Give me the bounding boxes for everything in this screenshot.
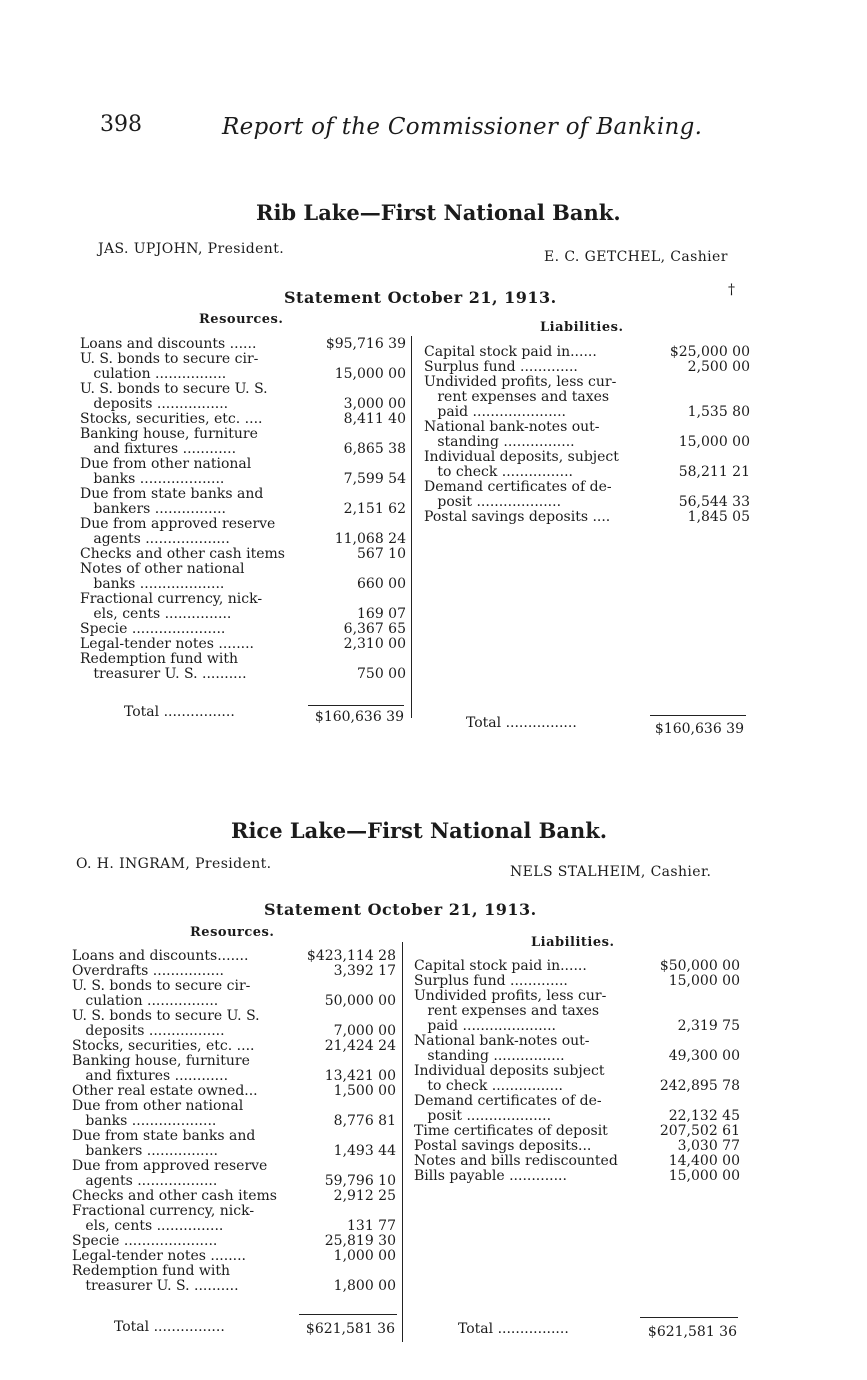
row-label-line: paid ..................... — [424, 404, 567, 420]
row-label-line: Redemption fund with — [80, 652, 239, 667]
row-amount: 660 00 — [357, 576, 406, 592]
row-amount: 1,493 44 — [333, 1143, 396, 1159]
row-label-line: U. S. bonds to secure cir- — [80, 352, 259, 367]
statement-row — [72, 1129, 400, 1159]
row-amount: $25,000 00 — [669, 344, 750, 360]
statement-row — [72, 979, 400, 1009]
row-label — [414, 1064, 648, 1094]
row-amount: 8,411 40 — [343, 411, 406, 427]
statement-row — [72, 1204, 400, 1234]
row-label-line: paid ..................... — [414, 1018, 557, 1034]
row-amount: 14,400 00 — [668, 1153, 740, 1169]
row-label-line: Due from state banks and — [80, 487, 264, 502]
row-amount: 6,367 65 — [343, 621, 406, 637]
statement-row — [414, 959, 744, 974]
row-amount: 3,000 00 — [343, 396, 406, 412]
statement-row — [72, 1159, 400, 1189]
resources-total-rule — [308, 705, 404, 706]
liabilities-total-amount: $621,581 36 — [647, 1324, 737, 1340]
bank-title: Rib Lake—First National Bank. — [256, 200, 621, 225]
row-label-line: National bank-notes out- — [424, 420, 600, 435]
row-label — [414, 1094, 648, 1124]
row-label-line: Specie ..................... — [72, 1234, 218, 1249]
row-label-line: Loans and discounts....... — [72, 949, 249, 964]
row-label-line: Due from approved reserve — [72, 1159, 268, 1174]
row-label — [414, 1169, 648, 1184]
statement-row — [414, 1169, 744, 1184]
row-label-line: and fixtures ............ — [72, 1068, 229, 1084]
row-label-line: Banking house, furniture — [80, 427, 258, 442]
row-amount: 1,845 05 — [687, 509, 750, 525]
row-amount: 50,000 00 — [324, 993, 396, 1009]
row-label-line: U. S. bonds to secure cir- — [72, 979, 251, 994]
row-label-line: Surplus fund ............. — [414, 974, 568, 989]
row-label — [72, 1204, 304, 1234]
statement-row — [424, 345, 754, 360]
row-label-line: Undivided profits, less cur- — [424, 375, 617, 390]
row-label — [424, 450, 658, 480]
row-label — [424, 345, 658, 360]
row-label — [80, 487, 312, 517]
row-label-line: Capital stock paid in...... — [424, 345, 597, 360]
row-label — [414, 1139, 648, 1154]
row-label-line: Individual deposits subject — [414, 1064, 605, 1079]
row-label-line: agents .................. — [72, 1173, 218, 1189]
row-label — [80, 457, 312, 487]
row-label-line: agents ................... — [80, 531, 230, 547]
statement-row — [72, 1234, 400, 1249]
row-label — [414, 1034, 648, 1064]
row-label — [72, 1234, 304, 1249]
row-amount: 1,535 80 — [687, 404, 750, 420]
row-amount: 6,865 38 — [343, 441, 406, 457]
row-label — [424, 375, 658, 420]
statement-row — [424, 480, 754, 510]
statement-row — [80, 562, 410, 592]
resources-total-label: Total ................ — [114, 1319, 225, 1335]
statement-row — [72, 1084, 400, 1099]
row-label-line: deposits ................ — [80, 396, 229, 412]
row-label-line: Undivided profits, less cur- — [414, 989, 607, 1004]
row-label-line: standing ................ — [414, 1048, 565, 1064]
row-label-line: Specie ..................... — [80, 622, 226, 637]
statement-row — [424, 450, 754, 480]
row-label-line: Capital stock paid in...... — [414, 959, 587, 974]
running-head: Report of the Commissioner of Banking. — [222, 114, 703, 140]
statement-row — [72, 1009, 400, 1039]
row-amount: $95,716 39 — [325, 336, 406, 352]
statement-row — [80, 382, 410, 412]
liabilities-total-label: Total ................ — [458, 1321, 569, 1337]
row-label-line: to check ................ — [414, 1078, 563, 1094]
row-label-line: Other real estate owned... — [72, 1084, 258, 1099]
row-amount: 15,000 00 — [678, 434, 750, 450]
row-label-line: Banking house, furniture — [72, 1054, 250, 1069]
resources-heading: Resources. — [199, 312, 284, 327]
row-label — [414, 959, 648, 974]
statement-row — [414, 1064, 744, 1094]
row-label — [424, 480, 658, 510]
row-label-line: deposits ................. — [72, 1023, 225, 1039]
statement-row — [414, 1139, 744, 1154]
row-label-line: treasurer U. S. .......... — [80, 666, 247, 682]
row-label-line: Due from approved reserve — [80, 517, 276, 532]
row-amount: 8,776 81 — [333, 1113, 396, 1129]
statement-row — [72, 1249, 400, 1264]
row-label — [80, 637, 312, 652]
row-label — [424, 510, 658, 525]
column-divider — [402, 942, 403, 1342]
row-label-line: U. S. bonds to secure U. S. — [72, 1009, 260, 1024]
row-amount: 15,000 00 — [668, 973, 740, 989]
row-amount: 3,030 77 — [677, 1138, 740, 1154]
row-amount: 169 07 — [357, 606, 406, 622]
row-amount: 2,310 00 — [343, 636, 406, 652]
row-label-line: culation ................ — [80, 366, 227, 382]
statement-row — [80, 487, 410, 517]
row-label — [72, 964, 304, 979]
row-label-line: Postal savings deposits... — [414, 1139, 592, 1154]
row-label-line: Checks and other cash items — [72, 1189, 277, 1204]
row-label — [80, 547, 312, 562]
row-label-line: Individual deposits, subject — [424, 450, 619, 465]
resources-total-amount: $621,581 36 — [305, 1321, 395, 1337]
row-label-line: Time certificates of deposit — [414, 1124, 608, 1139]
statement-row — [424, 510, 754, 525]
row-amount: 1,000 00 — [333, 1248, 396, 1264]
row-label-line: banks ................... — [80, 471, 225, 487]
row-label — [72, 1084, 304, 1099]
row-label — [80, 652, 312, 682]
row-label-line: Fractional currency, nick- — [72, 1204, 255, 1219]
row-label — [414, 1124, 648, 1139]
row-label-line: Due from other national — [72, 1099, 244, 1114]
statement-row — [80, 622, 410, 637]
statement-row — [80, 337, 410, 352]
row-amount: 59,796 10 — [324, 1173, 396, 1189]
row-label-line: Demand certificates of de- — [424, 480, 612, 495]
statement-row — [72, 1039, 400, 1054]
resources-total-label: Total ................ — [124, 704, 235, 720]
statement-row — [424, 420, 754, 450]
statement-row — [80, 517, 410, 547]
row-label-line: posit ................... — [424, 494, 562, 510]
row-label — [414, 989, 648, 1034]
resources-heading: Resources. — [190, 925, 275, 940]
statement-row — [414, 1034, 744, 1064]
statement-row — [72, 1099, 400, 1129]
row-label-line: els, cents ............... — [72, 1218, 224, 1234]
statement-row — [414, 1124, 744, 1139]
row-label-line: National bank-notes out- — [414, 1034, 590, 1049]
row-label — [72, 1129, 304, 1159]
row-label-line: posit ................... — [414, 1108, 552, 1124]
row-amount: 15,000 00 — [334, 366, 406, 382]
row-label-line: standing ................ — [424, 434, 575, 450]
row-label-line: Postal savings deposits .... — [424, 510, 611, 525]
row-amount: 1,500 00 — [333, 1083, 396, 1099]
row-label-line: and fixtures ............ — [80, 441, 237, 457]
statement-date: Statement October 21, 1913. — [264, 900, 537, 919]
row-label-line: Stocks, securities, etc. .... — [80, 412, 263, 427]
statement-row — [80, 652, 410, 682]
row-amount: 7,599 54 — [343, 471, 406, 487]
row-label-line: Legal-tender notes ........ — [80, 637, 255, 652]
row-label-line: Surplus fund ............. — [424, 360, 578, 375]
row-label — [72, 949, 304, 964]
statement-row — [424, 375, 754, 420]
liabilities-heading: Liabilities. — [531, 935, 615, 950]
row-label — [80, 427, 312, 457]
statement-row — [72, 949, 400, 964]
statement-row — [414, 989, 744, 1034]
statement-row — [80, 457, 410, 487]
page-number: 398 — [100, 112, 142, 137]
print-speck: † — [728, 282, 735, 298]
row-label — [80, 337, 312, 352]
row-label — [80, 352, 312, 382]
row-label — [72, 1264, 304, 1294]
row-label-line: Due from other national — [80, 457, 252, 472]
row-label-line: bankers ................ — [72, 1143, 218, 1159]
bank-title: Rice Lake—First National Bank. — [231, 818, 608, 843]
liabilities-column — [424, 345, 754, 525]
resources-total-amount: $160,636 39 — [314, 709, 404, 725]
row-label — [80, 412, 312, 427]
row-label — [80, 592, 312, 622]
row-label — [80, 382, 312, 412]
row-amount: 2,319 75 — [677, 1018, 740, 1034]
row-amount: 2,500 00 — [687, 359, 750, 375]
statement-date: Statement October 21, 1913. — [284, 288, 557, 307]
statement-row — [414, 974, 744, 989]
row-amount: 750 00 — [357, 666, 406, 682]
row-label-line: Loans and discounts ...... — [80, 337, 257, 352]
row-label-line: Due from state banks and — [72, 1129, 256, 1144]
row-amount: 2,151 62 — [343, 501, 406, 517]
row-label-line: culation ................ — [72, 993, 219, 1009]
liabilities-heading: Liabilities. — [540, 320, 624, 335]
row-amount: 131 77 — [347, 1218, 396, 1234]
row-label — [80, 517, 312, 547]
row-label-line: banks ................... — [72, 1113, 217, 1129]
row-label-line: Overdrafts ................ — [72, 964, 225, 979]
row-label — [80, 562, 312, 592]
row-label — [72, 1009, 304, 1039]
president-line: O. H. INGRAM, President. — [76, 856, 272, 872]
row-label — [72, 1189, 304, 1204]
liabilities-total-label: Total ................ — [466, 715, 577, 731]
row-label-line: U. S. bonds to secure U. S. — [80, 382, 268, 397]
row-label — [72, 1054, 304, 1084]
row-amount: 49,300 00 — [668, 1048, 740, 1064]
president-line: JAS. UPJOHN, President. — [98, 241, 285, 257]
row-label-line: Redemption fund with — [72, 1264, 231, 1279]
statement-row — [414, 1094, 744, 1124]
row-label — [72, 1099, 304, 1129]
row-label — [72, 979, 304, 1009]
resources-column — [72, 949, 400, 1294]
row-label-line: Legal-tender notes ........ — [72, 1249, 247, 1264]
cashier-line: E. C. GETCHEL, Cashier — [544, 249, 728, 265]
row-label-line: treasurer U. S. .......... — [72, 1278, 239, 1294]
statement-row — [80, 637, 410, 652]
row-amount: $423,114 28 — [306, 948, 396, 964]
row-label-line: rent expenses and taxes — [424, 389, 610, 405]
statement-row — [72, 1189, 400, 1204]
row-amount: 2,912 25 — [333, 1188, 396, 1204]
liabilities-total-rule — [640, 1317, 738, 1318]
row-label-line: bankers ................ — [80, 501, 226, 517]
liabilities-total-amount: $160,636 39 — [654, 721, 744, 737]
statement-row — [80, 352, 410, 382]
resources-column — [80, 337, 410, 682]
statement-row — [414, 1154, 744, 1169]
liabilities-total-rule — [650, 715, 746, 716]
row-amount: 11,068 24 — [334, 531, 406, 547]
statement-row — [424, 360, 754, 375]
row-amount: 7,000 00 — [333, 1023, 396, 1039]
row-amount: 22,132 45 — [668, 1108, 740, 1124]
row-label-line: to check ................ — [424, 464, 573, 480]
row-amount: 1,800 00 — [333, 1278, 396, 1294]
row-amount: 15,000 00 — [668, 1168, 740, 1184]
statement-row — [72, 1264, 400, 1294]
row-amount: 21,424 24 — [324, 1038, 396, 1054]
row-label — [80, 622, 312, 637]
statement-row — [72, 1054, 400, 1084]
row-label-line: Checks and other cash items — [80, 547, 285, 562]
resources-total-rule — [299, 1314, 397, 1315]
row-label-line: Bills payable ............. — [414, 1169, 567, 1184]
row-amount: $50,000 00 — [659, 958, 740, 974]
row-label-line: rent expenses and taxes — [414, 1003, 600, 1019]
row-label — [414, 1154, 648, 1169]
row-amount: 3,392 17 — [333, 963, 396, 979]
row-label — [72, 1039, 304, 1054]
row-amount: 207,502 61 — [659, 1123, 740, 1139]
row-amount: 13,421 00 — [324, 1068, 396, 1084]
statement-row — [72, 964, 400, 979]
row-label-line: Demand certificates of de- — [414, 1094, 602, 1109]
statement-row — [80, 592, 410, 622]
row-amount: 567 10 — [357, 546, 406, 562]
statement-row — [80, 547, 410, 562]
cashier-line: NELS STALHEIM, Cashier. — [510, 864, 712, 880]
row-label — [414, 974, 648, 989]
row-amount: 56,544 33 — [678, 494, 750, 510]
row-label — [72, 1249, 304, 1264]
statement-row — [80, 412, 410, 427]
column-divider — [411, 336, 412, 718]
row-label-line: els, cents ............... — [80, 606, 232, 622]
liabilities-column — [414, 959, 744, 1184]
row-label-line: Notes of other national — [80, 562, 245, 577]
row-label — [424, 360, 658, 375]
row-label — [72, 1159, 304, 1189]
statement-row — [80, 427, 410, 457]
row-amount: 242,895 78 — [659, 1078, 740, 1094]
row-label — [424, 420, 658, 450]
row-label-line: Fractional currency, nick- — [80, 592, 263, 607]
row-label-line: banks ................... — [80, 576, 225, 592]
row-amount: 25,819 30 — [324, 1233, 396, 1249]
row-amount: 58,211 21 — [678, 464, 750, 480]
row-label-line: Stocks, securities, etc. .... — [72, 1039, 255, 1054]
row-label-line: Notes and bills rediscounted — [414, 1154, 618, 1169]
